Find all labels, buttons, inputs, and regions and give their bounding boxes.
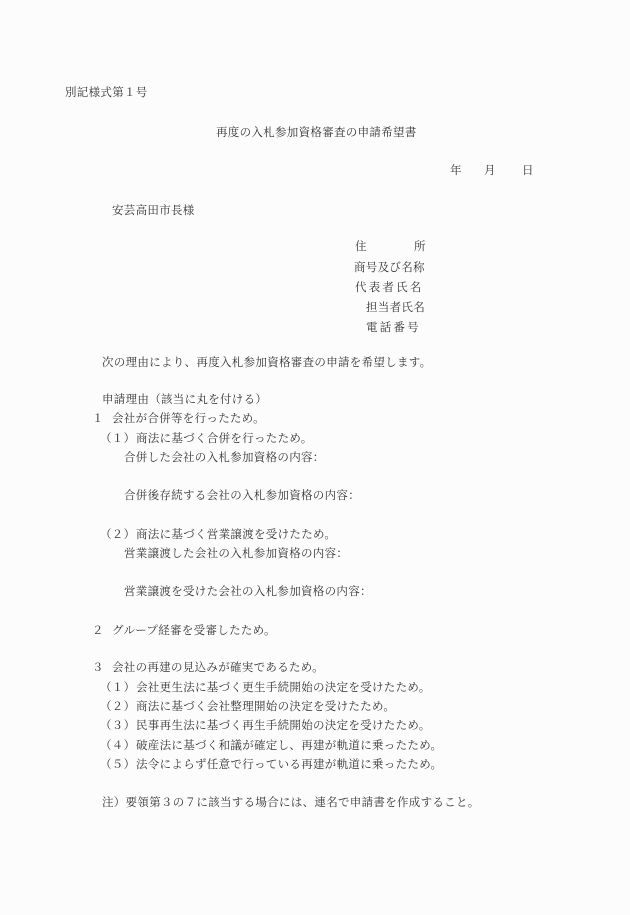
subreason-number: （１） [100,431,136,445]
subreason-text: 民事再生法に基づく再生手続開始の決定を受けたため。 [136,718,431,732]
subreason-number: （５） [100,757,136,771]
subreason-text: 会社更生法に基づく更生手続開始の決定を受けたため。 [136,680,431,694]
reason-text: 会社が合併等を行ったため。 [112,411,265,425]
subreason-detail: 営業譲渡を受けた会社の入札参加資格の内容： [124,584,372,598]
reasons-heading: 申請理由（該当に丸を付ける） [102,392,268,406]
subreason-number: （２） [100,527,136,541]
subreason-text: 商法に基づく営業譲渡を受けたため。 [136,527,337,541]
subreason-detail: 合併した会社の入札参加資格の内容： [124,450,325,464]
reason-number: ３ [92,660,104,674]
addressee: 安芸高田市長様 [112,203,195,217]
reason-text: グループ経審を受審したため。 [112,623,276,637]
reason-number: １ [92,411,104,425]
subreason-detail: 合併後存続する会社の入札参加資格の内容： [124,488,360,502]
address-label-part1: 住 [355,239,367,253]
subreason-text: 商法に基づく合併を行ったため。 [136,431,313,445]
phone-label: 電話番号 [366,320,421,334]
subreason-number: （２） [100,699,136,713]
footnote: 注）要領第３の７に該当する場合には、連名で申請書を作成すること。 [102,795,480,809]
form-number: 別記様式第１号 [65,85,148,99]
date-year-label: 年 [450,163,462,177]
reason-text: 会社の再建の見込みが確実であるため。 [112,660,324,674]
company-name-label: 商号及び名称 [354,260,425,274]
date-day-label: 日 [522,163,534,177]
contact-person-label: 担当者氏名 [366,300,425,314]
subreason-number: （１） [100,680,136,694]
subreason-detail: 営業譲渡した会社の入札参加資格の内容： [124,546,349,560]
date-month-label: 月 [484,163,496,177]
representative-label: 代表者氏名 [355,280,424,294]
reason-number: ２ [92,623,104,637]
address-label-part2: 所 [414,239,426,253]
subreason-text: 法令によらず任意で行っている再建が軌道に乗ったため。 [136,757,443,771]
intro-text: 次の理由により、再度入札参加資格審査の申請を希望します。 [102,355,432,369]
subreason-number: （４） [100,738,136,752]
document-title: 再度の入札参加資格審査の申請希望書 [216,125,417,139]
subreason-text: 破産法に基づく和議が確定し、再建が軌道に乗ったため。 [136,738,443,752]
subreason-text: 商法に基づく会社整理開始の決定を受けたため。 [136,699,396,713]
subreason-number: （３） [100,718,136,732]
